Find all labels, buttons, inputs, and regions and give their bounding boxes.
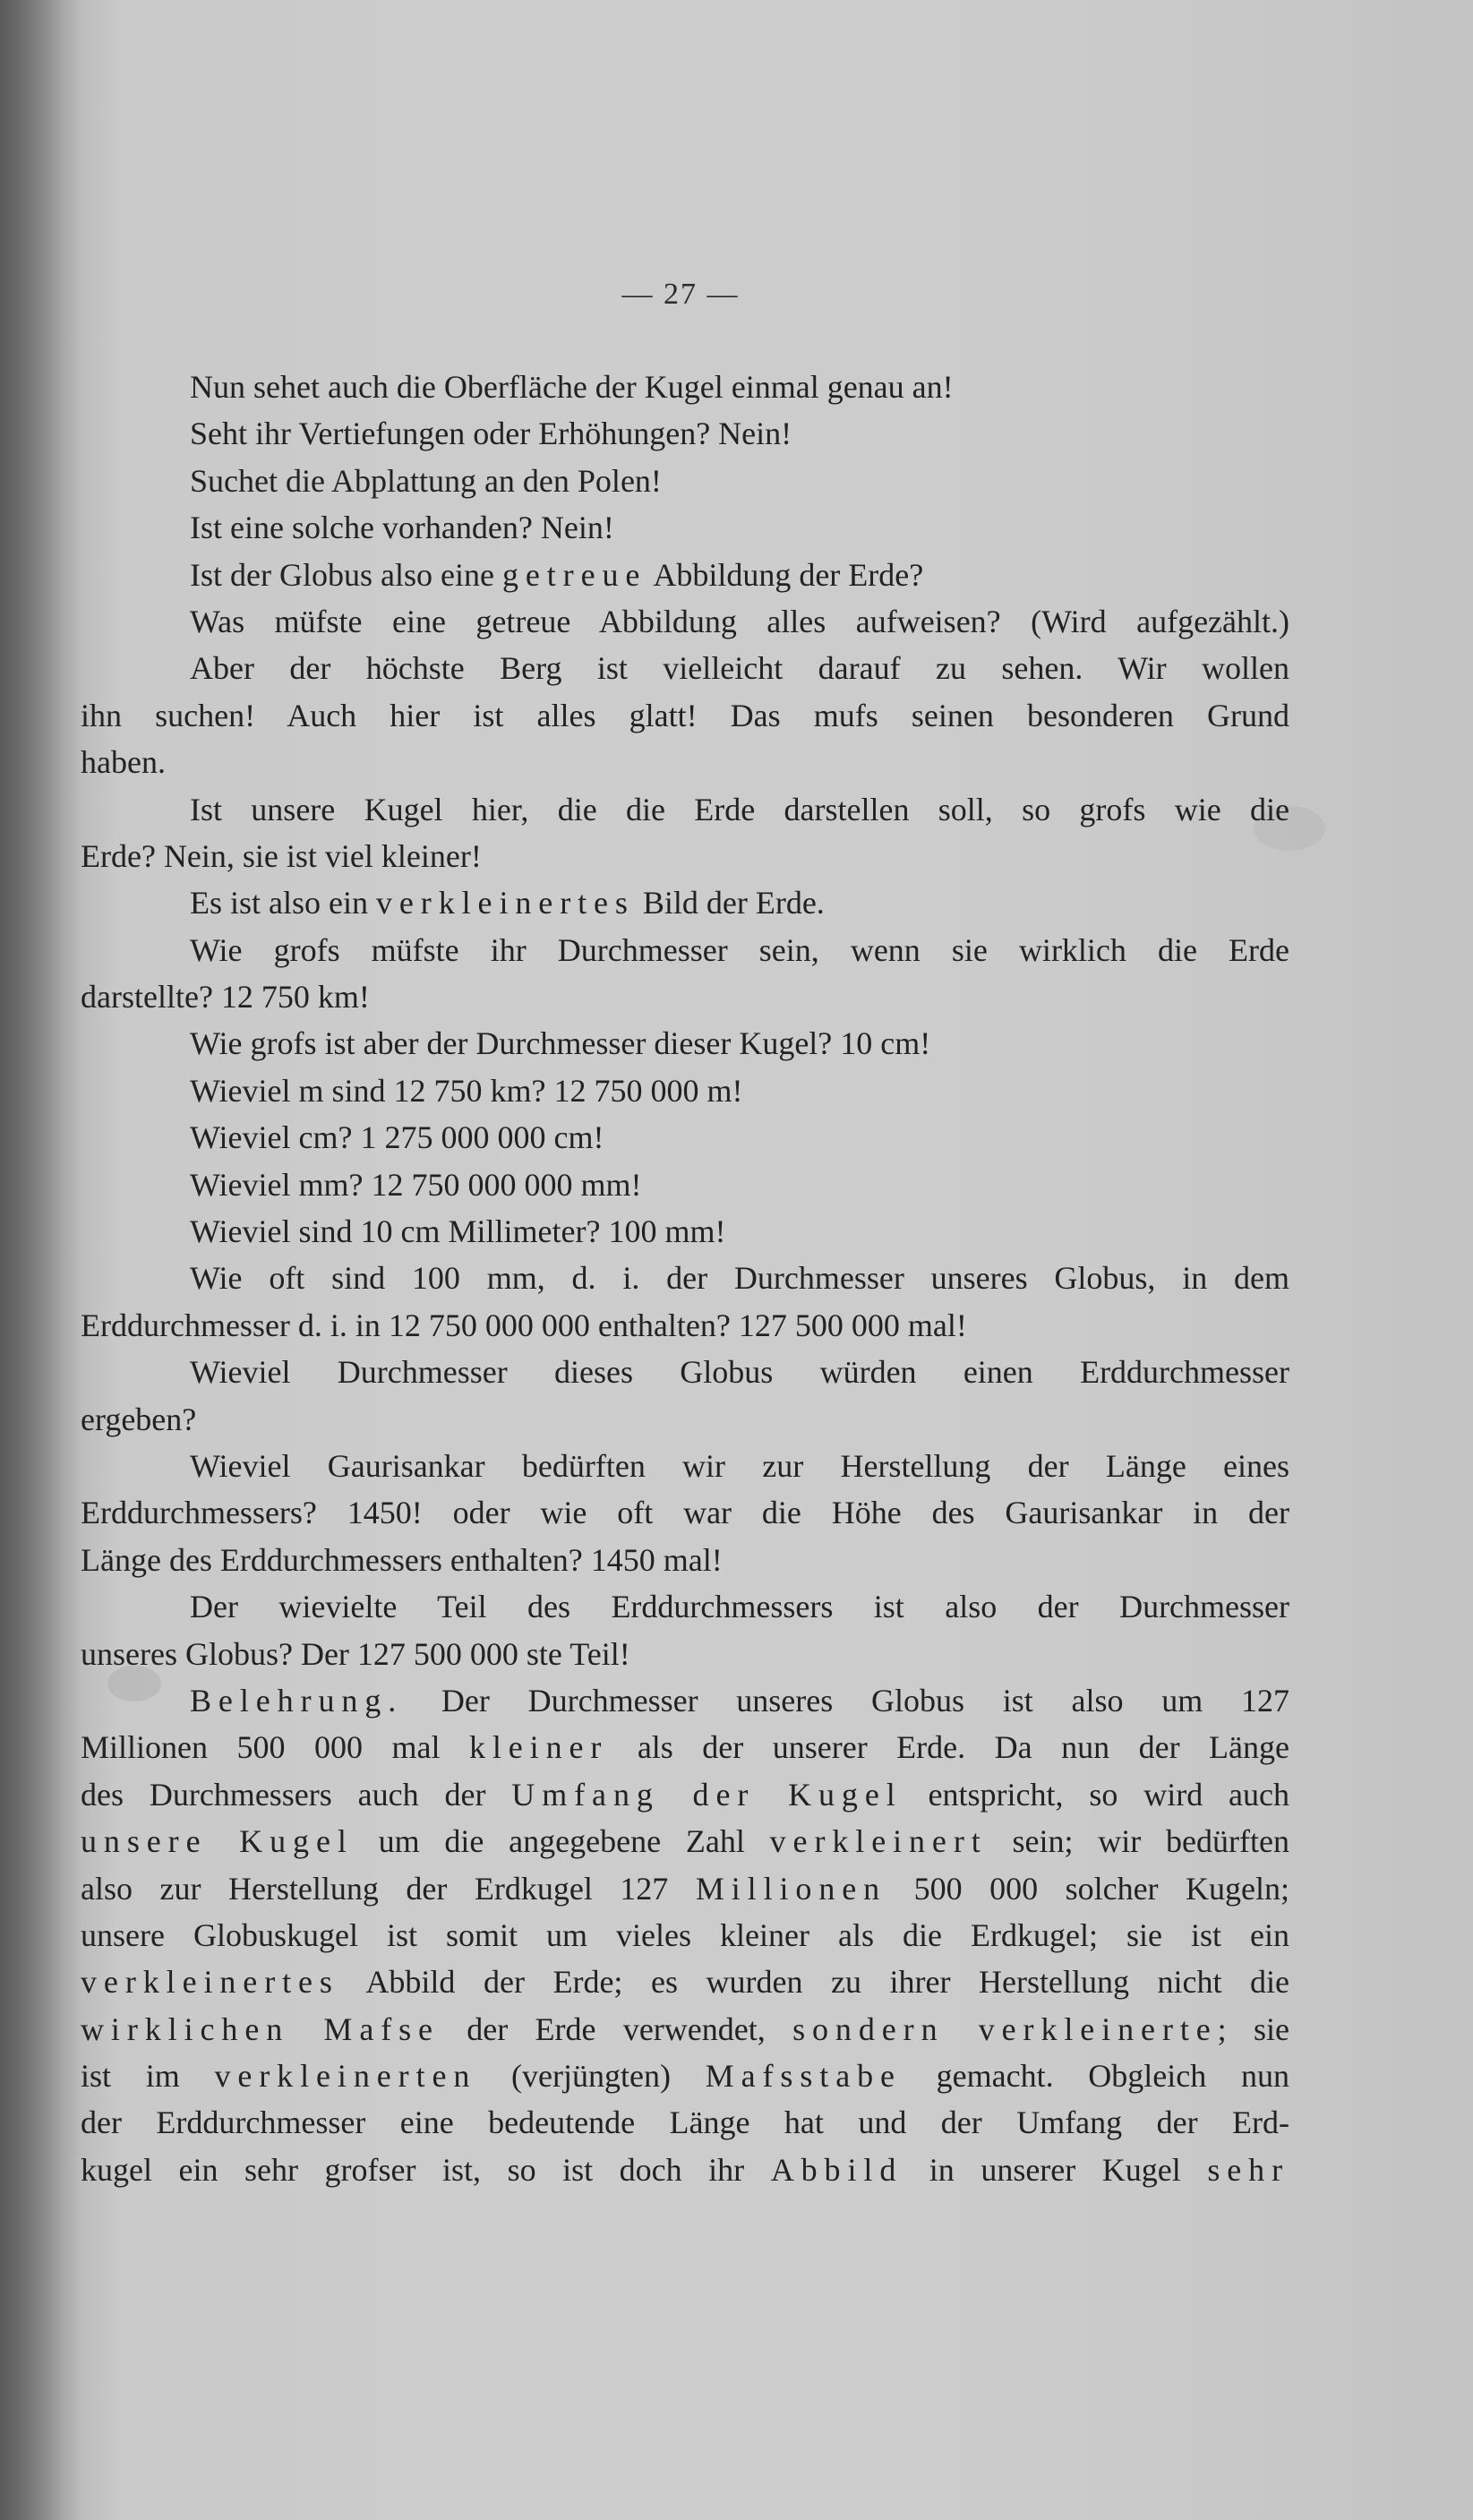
text-run: ergeben? [81, 1401, 197, 1437]
text-line [81, 410, 1289, 457]
text-line [81, 1396, 1289, 1443]
text-run: um die angegebene Zahl [353, 1823, 770, 1860]
text-run: des Durchmessers auch der [81, 1776, 512, 1813]
text-run: kugel ein sehr grofser ist, so ist doch ihr [81, 2151, 771, 2188]
spaced-emphasis: kleiner [468, 1729, 609, 1766]
text-run: Wieviel sind 10 cm Millimeter? 100 mm! [190, 1213, 726, 1250]
text-run: unseres Globus? Der 127 500 000 ste Teil! [81, 1635, 630, 1672]
spaced-emphasis: sehr [1207, 2151, 1289, 2188]
text-line [81, 833, 1289, 879]
text-run: sein; wir bedürften [987, 1823, 1289, 1860]
spaced-emphasis: getreue [501, 556, 647, 593]
spaced-emphasis: Umfang der Kugel [511, 1776, 903, 1813]
text-line [81, 1114, 1289, 1161]
text-run: Ist eine solche vorhanden? Nein! [190, 510, 614, 546]
text-run: Wieviel Gaurisankar bedürften wir zur Herstellung der Länge eines [190, 1447, 1289, 1484]
text-run: ; sie [1217, 2010, 1289, 2047]
text-line [81, 458, 1289, 504]
text-run: Es ist also ein [190, 885, 376, 921]
text-run: 500 000 solcher Kugeln; [886, 1870, 1290, 1907]
spaced-emphasis: Belehrung. [190, 1682, 404, 1719]
text-run: der Erddurchmesser eine bedeutende Länge hat und der Umfang der Erd- [81, 2104, 1289, 2141]
text-run: in unserer Kugel [903, 2151, 1208, 2188]
text-line [81, 1489, 1289, 1536]
spaced-emphasis: Mafsstabe [705, 2058, 902, 2095]
spaced-emphasis: verkleinert [769, 1823, 988, 1860]
text-line [81, 879, 1289, 926]
text-run: gemacht. Obgleich nun [901, 2058, 1289, 2095]
text-run: Der wievielte Teil des Erddurchmessers ist also der Durchmesser [190, 1589, 1289, 1625]
text-run: entspricht, so wird auch [902, 1776, 1290, 1813]
text-run: Erde? Nein, sie ist viel kleiner! [81, 837, 482, 874]
text-run: Erddurchmesser d. i. in 12 750 000 000 enthalten? 127 500 000 mal! [81, 1307, 967, 1343]
text-line [81, 1302, 1289, 1349]
text-run: Länge des Erddurchmessers enthalten? 1450 mal! [81, 1541, 723, 1578]
text-run: haben. [81, 744, 166, 781]
text-run: als der unserer Erde. Da nun der Länge [608, 1729, 1289, 1766]
text-run: (verjüngten) [476, 2058, 706, 2095]
text-run: der Erde verwendet, [439, 2010, 793, 2047]
text-line [81, 1912, 1289, 1959]
text-line [81, 1631, 1289, 1677]
text-line [81, 598, 1289, 645]
page-number: — 27 — [621, 278, 740, 311]
text-run: Wie grofs ist aber der Durchmesser dieser Kugel? 10 cm! [190, 1025, 931, 1062]
text-run: Wieviel Durchmesser dieses Globus würden einen Erddurchmesser [190, 1354, 1289, 1391]
text-line [81, 1677, 1289, 1724]
text-run: Wieviel mm? 12 750 000 000 mm! [190, 1166, 642, 1203]
text-run: ist im [81, 2058, 215, 2095]
text-line [81, 1724, 1289, 1770]
text-line [81, 1208, 1289, 1255]
spaced-emphasis: sondern verkleinerte [792, 2010, 1218, 2047]
spaced-emphasis: verkleinertes [375, 885, 635, 921]
spaced-emphasis: Abbild [770, 2151, 903, 2188]
text-line [81, 1865, 1289, 1912]
text-run: Abbild der Erde; es wurden zu ihrer Herstellung nicht die [338, 1964, 1289, 2001]
text-line [81, 1583, 1289, 1630]
text-line [81, 786, 1289, 833]
text-run: also zur Herstellung der Erdkugel 127 [81, 1870, 696, 1907]
text-line [81, 692, 1289, 739]
text-run: Millionen 500 000 mal [81, 1729, 469, 1766]
text-run: Aber der höchste Berg ist vielleicht darauf zu sehen. Wir wollen [190, 650, 1289, 687]
text-line [81, 1537, 1289, 1583]
text-run: Wie grofs müfste ihr Durchmesser sein, wenn sie wirklich die Erde [190, 931, 1289, 968]
spaced-emphasis: verkleinerten [214, 2058, 477, 2095]
text-line [81, 1161, 1289, 1208]
text-run: Bild der Erde. [634, 885, 825, 921]
text-run: Wie oft sind 100 mm, d. i. der Durchmesser unseres Globus, in dem [190, 1260, 1289, 1297]
text-run: Wieviel m sind 12 750 km? 12 750 000 m! [190, 1072, 743, 1109]
text-line [81, 2006, 1289, 2053]
text-line [81, 1771, 1289, 1818]
text-run: Was müfste eine getreue Abbildung alles aufweisen? (Wird aufgezählt.) [190, 603, 1289, 639]
text-run: Seht ihr Vertiefungen oder Erhöhungen? Nein! [190, 416, 792, 452]
text-line [81, 1443, 1289, 1489]
text-run: darstellte? 12 750 km! [81, 979, 370, 1016]
spaced-emphasis: verkleinertes [81, 1964, 339, 2001]
text-line [81, 2053, 1289, 2099]
text-run: Nun sehet auch die Oberfläche der Kugel einmal genau an! [190, 369, 954, 405]
text-run: ihn suchen! Auch hier ist alles glatt! Das mufs seinen besonderen Grund [81, 697, 1289, 733]
text-run: Erddurchmessers? 1450! oder wie oft war die Höhe des Gaurisankar in der [81, 1495, 1289, 1531]
text-line [81, 1818, 1289, 1864]
spaced-emphasis: Millionen [695, 1870, 887, 1907]
text-line [81, 552, 1289, 598]
text-line [81, 2099, 1289, 2146]
text-line [81, 973, 1289, 1020]
text-line [81, 364, 1289, 410]
text-run: Ist der Globus also eine [190, 556, 502, 593]
spaced-emphasis: unsere Kugel [81, 1823, 354, 1860]
text-line [81, 504, 1289, 551]
text-run: Suchet die Abplattung an den Polen! [190, 462, 662, 499]
text-line [81, 927, 1289, 973]
text-run: unsere Globuskugel ist somit um vieles kleiner als die Erdkugel; sie ist ein [81, 1916, 1289, 1953]
text-run: Wieviel cm? 1 275 000 000 cm! [190, 1119, 604, 1156]
text-run: Ist unsere Kugel hier, die die Erde darstellen soll, so grofs wie die [190, 791, 1289, 827]
text-line [81, 645, 1289, 691]
spaced-emphasis: wirklichen Mafse [81, 2010, 440, 2047]
text-line [81, 1959, 1289, 2005]
text-line [81, 2147, 1289, 2193]
body-text [81, 364, 1289, 2193]
text-run: Abbildung der Erde? [647, 556, 924, 593]
text-line [81, 739, 1289, 785]
text-line [81, 1020, 1289, 1067]
text-line [81, 1067, 1289, 1114]
text-run: Der Durchmesser unseres Globus ist also um 127 [403, 1682, 1289, 1719]
text-line [81, 1349, 1289, 1395]
text-line [81, 1255, 1289, 1301]
